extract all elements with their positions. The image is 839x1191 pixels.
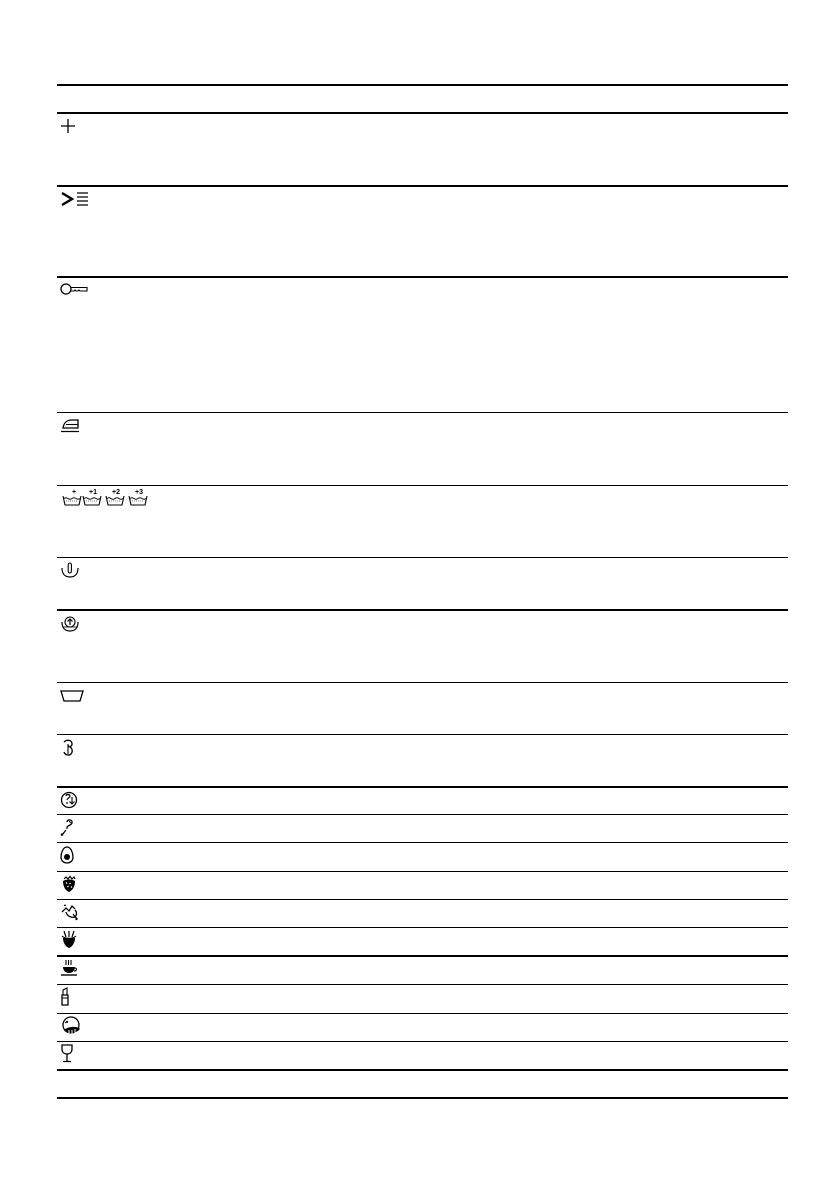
table-row: [57, 788, 788, 814]
spin-icon: [60, 615, 80, 632]
table-row: [57, 558, 788, 609]
svg-text:+3: +3: [135, 489, 143, 496]
tomato-stain-icon: [60, 1016, 82, 1036]
egg-stain-icon: [60, 846, 74, 864]
rinse-tub: [106, 489, 124, 505]
table-row: [57, 928, 788, 955]
drain-icon: [60, 690, 84, 702]
rinse-tub: [83, 489, 101, 505]
table-row: [57, 985, 788, 1013]
stain-care-icon: [60, 791, 78, 809]
rinse-tub: [129, 489, 147, 505]
table-row: [57, 1071, 788, 1097]
table-row: [57, 1014, 788, 1041]
table-bottom-rule: [57, 1097, 788, 1099]
rinse-tub: [63, 489, 81, 505]
table-row: [57, 114, 788, 185]
table-row: [57, 815, 788, 842]
table-row: [57, 843, 788, 871]
beetroot-stain-icon: [60, 930, 78, 949]
key-icon: [60, 282, 88, 296]
table-row: [57, 278, 788, 412]
table-row: [57, 872, 788, 899]
table-row: [57, 735, 788, 786]
spin-speed-icon: [60, 739, 76, 757]
extra-rinse-icon: [60, 487, 152, 507]
program-list-icon: [60, 191, 90, 207]
blood-stain-icon: [60, 903, 80, 921]
lipstick-stain-icon: [60, 987, 70, 1006]
rinse-icon: [60, 562, 80, 578]
svg-text:+: +: [71, 489, 77, 496]
table-row: [57, 900, 788, 927]
coffee-stain-icon: [60, 959, 78, 977]
table-row: [57, 1042, 788, 1069]
red-wine-stain-icon: [60, 1044, 74, 1063]
svg-text:+2: +2: [112, 489, 120, 496]
table-row: [57, 611, 788, 682]
table-row: [57, 683, 788, 734]
table-row: [57, 187, 788, 276]
iron-icon: [60, 417, 80, 433]
table-row: [57, 957, 788, 984]
table-top-rule: [57, 84, 788, 86]
plus-icon: [60, 118, 76, 134]
grass-stain-icon: [60, 818, 76, 836]
symbol-table: [57, 84, 788, 1100]
table-row: [57, 413, 788, 485]
strawberry-stain-icon: [60, 875, 78, 893]
table-row: [57, 486, 788, 557]
svg-text:+1: +1: [89, 489, 97, 496]
